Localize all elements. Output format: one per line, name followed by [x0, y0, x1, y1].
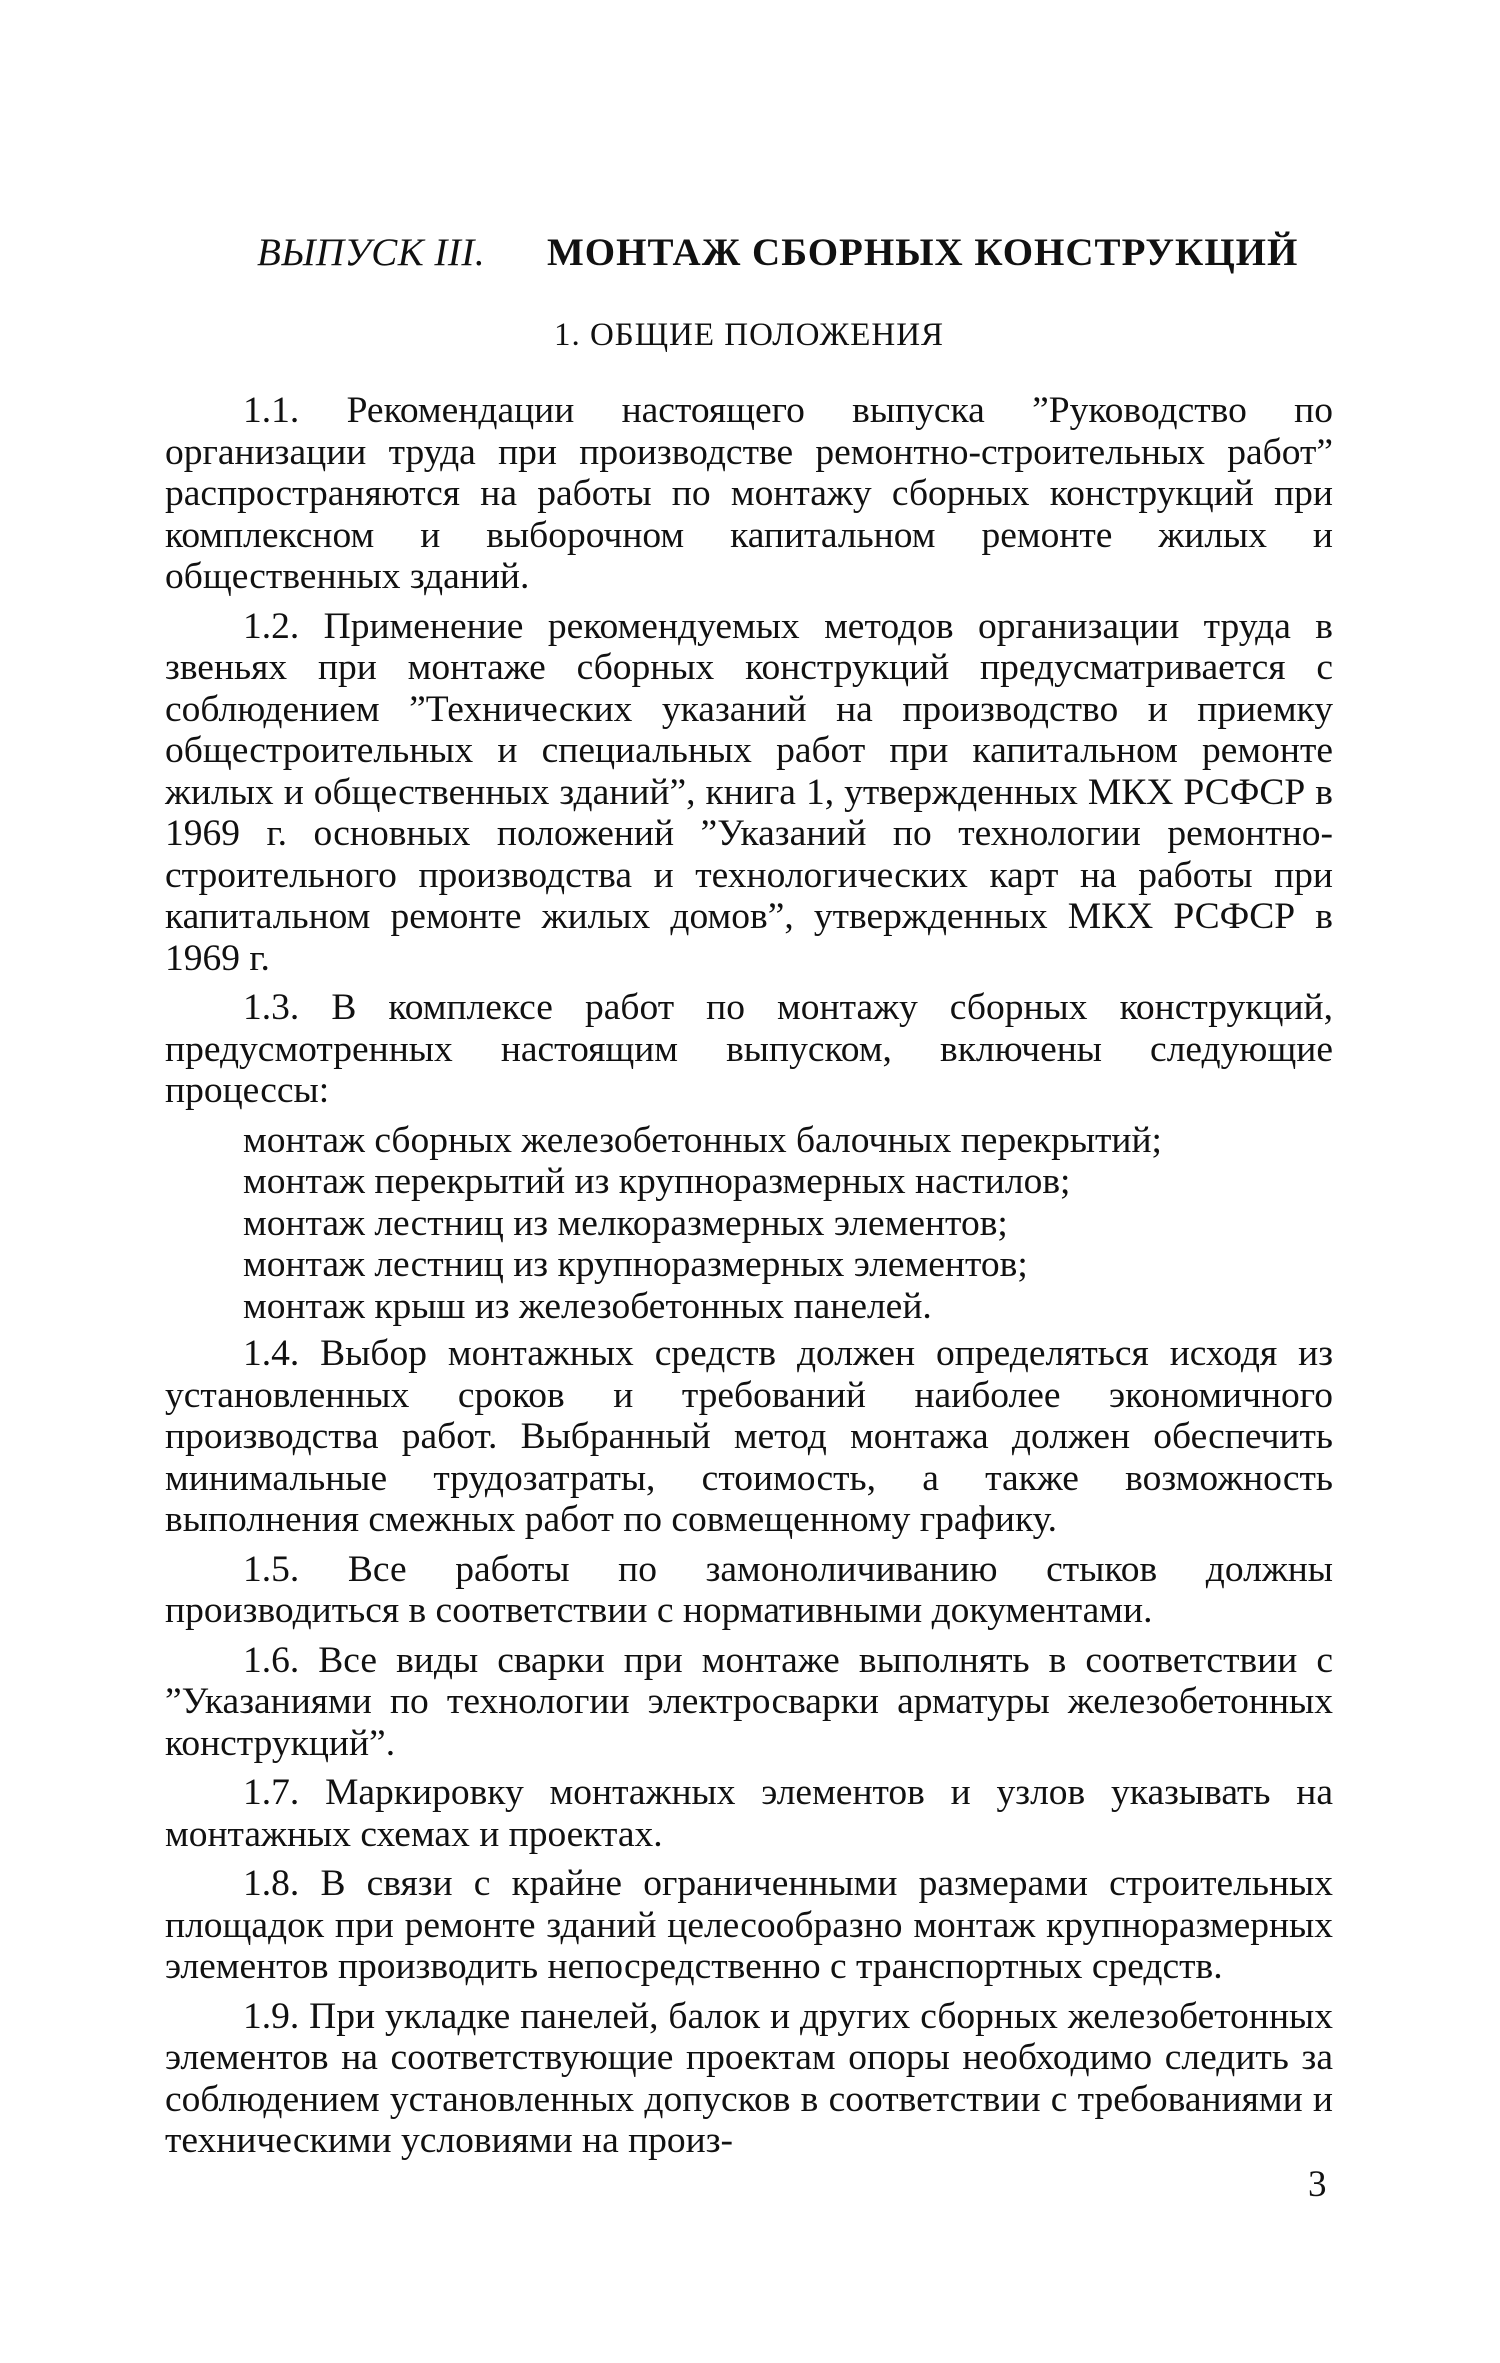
paragraph-text: Рекомендации настоящего выпуска ”Руководство по организации труда при производстве ремонтно-строительных работ” распространяются на работы по монтажу сборных конструкций при комплексном и выборочном капитальном ремонте жилых и общественных зданий. — [165, 390, 1333, 597]
paragraph-1-8 — [165, 1863, 1333, 1988]
paragraph-number: 1.5. — [243, 1548, 300, 1590]
paragraph-1-3 — [165, 987, 1333, 1112]
paragraph-text: В связи с крайне ограниченными размерами строительных площадок при ремонте зданий целесообразно монтаж крупноразмерных элементов производить непосредственно с транспортных средств. — [165, 1863, 1334, 1987]
paragraph-text: Все работы по замоноличиванию стыков должны производиться в соответствии с нормативными документами. — [165, 1548, 1333, 1631]
paragraph-text: Выбор монтажных средств должен определяться исходя из установленных сроков и требований наиболее экономичного производства работ. Выбранный метод монтажа должен обеспечить минимальные трудозатраты, стоимость, а также возможность выполнения смежных работ по совмещенному графику. — [165, 1333, 1334, 1540]
paragraph-number: 1.3. — [243, 987, 300, 1028]
process-list — [243, 1120, 1333, 1328]
paragraph-number: 1.1. — [243, 390, 300, 431]
paragraph-text: При укладке панелей, балок и других сборных железобетонных элементов на соответствующие проектам опоры необходимо следить за соблюдением установленных допусков в соответствии с требованиями и техническими условиями на произ- — [165, 1995, 1334, 2161]
list-item: монтаж лестниц из крупноразмерных элементов; — [243, 1244, 1028, 1285]
paragraph-1-5 — [165, 1549, 1333, 1632]
paragraph-number: 1.7. — [243, 1772, 300, 1813]
paragraph-text: Все виды сварки при монтаже выполнять в соответствии с ”Указаниями по технологии электросварки арматуры железобетонных конструкций”. — [165, 1639, 1333, 1764]
paragraph-1-2 — [165, 606, 1333, 980]
paragraph-text: Маркировку монтажных элементов и узлов указывать на монтажных схемах и проектах. — [165, 1772, 1334, 1855]
list-item: монтаж сборных железобетонных балочных перекрытий; — [243, 1119, 1162, 1161]
paragraph-number: 1.4. — [243, 1333, 300, 1374]
paragraph-1-1 — [165, 390, 1333, 598]
section-title: 1. ОБЩИЕ ПОЛОЖЕНИЯ — [553, 317, 945, 353]
paragraph-1-4 — [165, 1333, 1333, 1541]
paragraph-text: Применение рекомендуемых методов организации труда в звеньях при монтаже сборных конструкций предусматривается с соблюдением ”Технических указаний на производство и приемку общестроительных и специальных работ при капитальном ремонте жилых и общественных зданий”, книга 1, утвержденных МКХ РСФСР в 1969 г. основных положений ”Указаний по технологии ремонтно-строительного производства и технологических карт на работы при капитальном ремонте жилых домов”, утвержденных МКХ РСФСР в 1969 г. — [165, 605, 1333, 979]
page-number: 3 — [1308, 2164, 1327, 2205]
document-page — [165, 230, 1333, 2170]
paragraph-1-6 — [165, 1640, 1333, 1765]
issue-title: МОНТАЖ СБОРНЫХ КОНСТРУКЦИЙ — [547, 231, 1299, 274]
list-item: монтаж перекрытий из крупноразмерных настилов; — [243, 1161, 1071, 1202]
paragraph-number: 1.8. — [243, 1863, 300, 1904]
paragraph-number: 1.6. — [243, 1639, 300, 1681]
issue-label: ВЫПУСК III. — [257, 231, 486, 274]
list-item: монтаж крыш из железобетонных панелей. — [243, 1285, 932, 1327]
paragraph-number: 1.9. — [243, 1995, 300, 2037]
paragraph-text: В комплексе работ по монтажу сборных конструкций, предусмотренных настоящим выпуском, включены следующие процессы: — [165, 987, 1333, 1111]
paragraph-1-9 — [165, 1996, 1333, 2162]
list-item: монтаж лестниц из мелкоразмерных элементов; — [243, 1202, 1008, 1244]
paragraph-1-7 — [165, 1772, 1333, 1855]
paragraph-number: 1.2. — [243, 605, 300, 647]
issue-heading — [257, 230, 1333, 275]
